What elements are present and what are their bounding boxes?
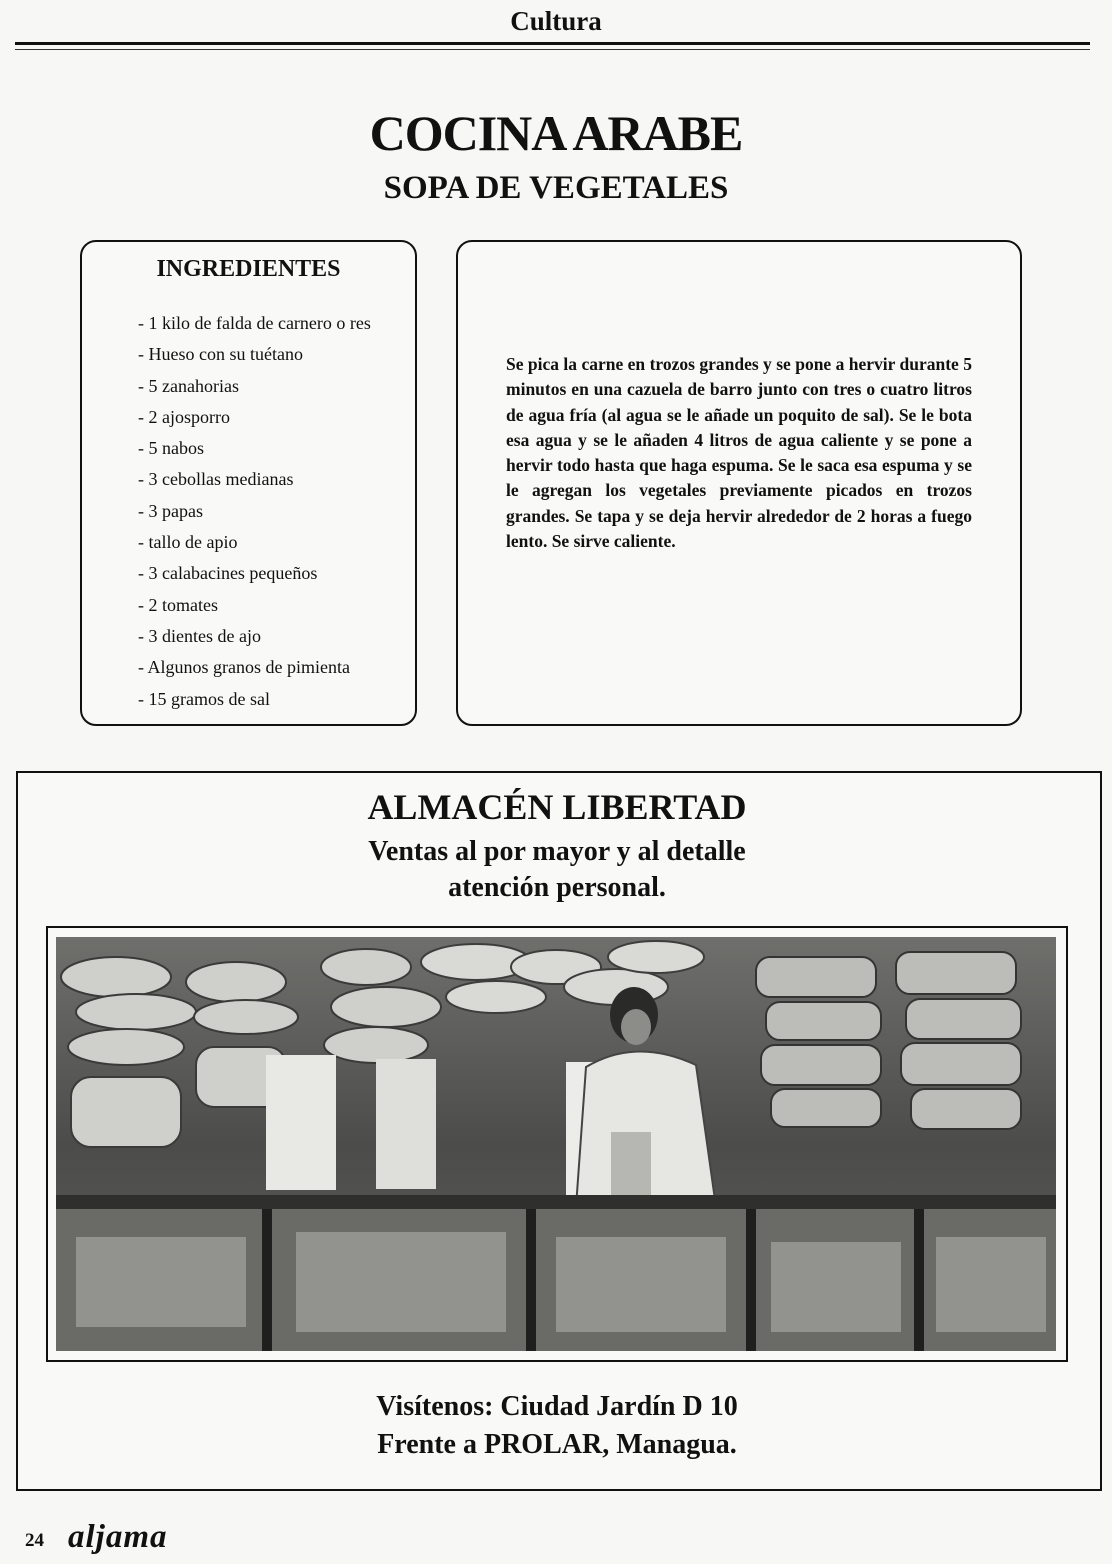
ingredient-item: - 3 papas	[138, 500, 203, 521]
header-rule-thick	[15, 42, 1090, 45]
ad-address-line-2: Frente a PROLAR, Managua.	[377, 1429, 737, 1460]
ingredient-item: - Algunos granos de pimienta	[138, 657, 350, 678]
ad-tagline-2: atención personal.	[448, 872, 666, 903]
ingredients-list	[138, 308, 371, 715]
ad-tagline-1: Ventas al por mayor y al detalle	[368, 836, 746, 867]
ingredient-item: - 1 kilo de falda de carnero o res	[138, 313, 371, 333]
magazine-logo: aljama	[68, 1519, 168, 1555]
header-rule-thin	[15, 49, 1090, 50]
ingredient-item: - 2 tomates	[138, 594, 218, 615]
ingredient-item: - tallo de apio	[138, 532, 238, 553]
ingredient-item: - 5 nabos	[138, 438, 204, 459]
ingredient-item: - Hueso con su tuétano	[138, 344, 303, 365]
page-number: 24	[25, 1530, 44, 1551]
instructions-box	[456, 240, 1022, 726]
ingredient-item: - 3 calabacines pequeños	[138, 563, 318, 584]
ad-title: ALMACÉN LIBERTAD	[367, 787, 747, 827]
store-interior-photo	[56, 937, 1056, 1351]
ingredient-item: - 3 dientes de ajo	[138, 625, 261, 646]
article-title: COCINA ARABE	[369, 105, 743, 161]
article-subtitle: SOPA DE VEGETALES	[383, 170, 729, 206]
instructions-text: Se pica la carne en trozos grandes y se pone a hervir durante 5 minutos en una cazuela de barro junto con tres o cuatro litros de agua fría (al agua se le añade un poquito de sal). Se le bota esa agua y se le añaden 4 litros de agua caliente y se pone a hervir todo hasta que haga espuma. Se le saca esa espuma y se le agregan los vegetales previamente picados en trozos grandes. Se tapa y se deja hervir alrededor de 2 horas a fuego lento. Se sirve caliente.	[506, 354, 972, 552]
ingredient-item: - 2 ajosporro	[138, 406, 230, 427]
section-header: Cultura	[510, 6, 602, 36]
ingredient-item: - 3 cebollas medianas	[138, 469, 294, 490]
ingredients-box	[80, 240, 417, 726]
ingredients-heading: INGREDIENTES	[156, 256, 341, 282]
ingredient-item: - 15 gramos de sal	[138, 688, 270, 709]
ingredient-item: - 5 zanahorias	[138, 375, 239, 396]
ad-address-line-1: Visítenos: Ciudad Jardín D 10	[376, 1391, 738, 1422]
